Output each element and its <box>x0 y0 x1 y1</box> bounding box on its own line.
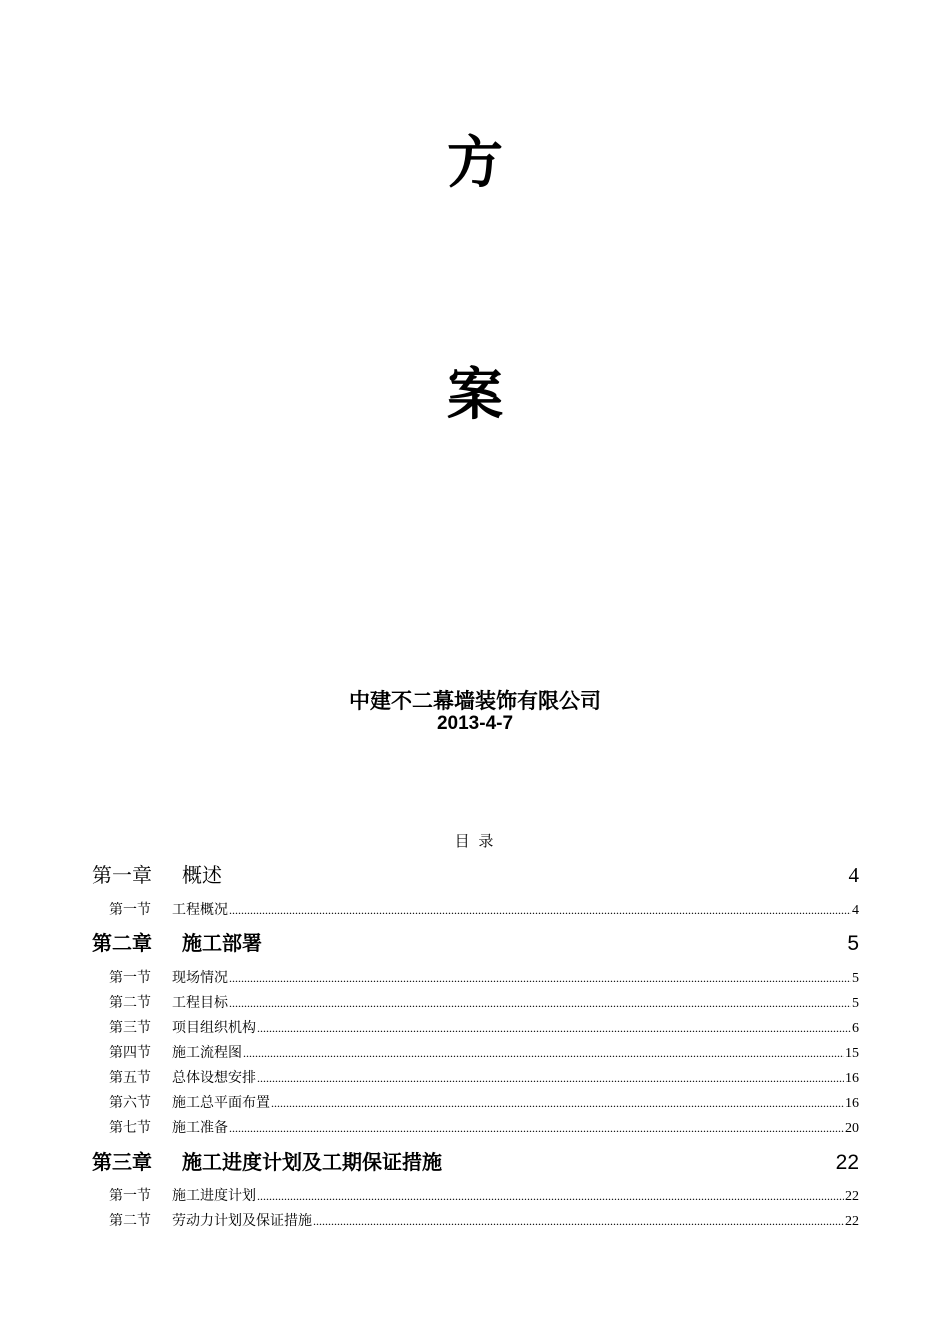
toc-section-number: 第五节 <box>109 1070 151 1086</box>
toc-page-number: 22 <box>835 1151 859 1174</box>
toc-section-title: 施工准备 <box>172 1120 228 1136</box>
toc-chapter-number: 第一章 <box>92 863 152 887</box>
toc-page-number: 5 <box>852 996 859 1011</box>
toc-page-number: 15 <box>845 1046 859 1061</box>
toc-page-number: 22 <box>845 1189 859 1204</box>
toc-section-number: 第七节 <box>109 1120 151 1136</box>
toc-section-title: 施工流程图 <box>172 1045 242 1061</box>
cover-title-char-2: 案 <box>447 363 503 428</box>
toc-page-number: 16 <box>845 1096 859 1111</box>
toc-section-number: 第一节 <box>109 1188 151 1204</box>
toc-section-title: 工程目标 <box>172 995 228 1011</box>
toc-chapter-title: 施工部署 <box>182 931 262 955</box>
toc-page-number: 6 <box>852 1021 859 1036</box>
toc-page-number: 20 <box>845 1121 859 1136</box>
toc-section-2-3[interactable] <box>109 1018 859 1039</box>
toc-section-title: 施工总平面布置 <box>172 1095 270 1111</box>
toc-section-number: 第一节 <box>109 902 151 918</box>
toc-section-1-1[interactable] <box>109 900 859 921</box>
toc-page-number: 4 <box>848 863 859 887</box>
toc-section-3-2[interactable] <box>109 1211 859 1232</box>
toc-section-2-4[interactable] <box>109 1043 859 1064</box>
company-name: 中建不二幕墙装饰有限公司 <box>349 689 601 713</box>
toc-section-number: 第三节 <box>109 1020 151 1036</box>
toc-section-title: 工程概况 <box>172 902 228 918</box>
toc-section-2-2[interactable] <box>109 993 859 1014</box>
toc-section-2-6[interactable] <box>109 1093 859 1114</box>
toc-section-title: 施工进度计划 <box>172 1188 256 1204</box>
toc-chapter-2[interactable] <box>92 929 859 958</box>
toc-dot-leader <box>257 1068 844 1088</box>
toc-chapter-title: 施工进度计划及工期保证措施 <box>182 1150 442 1174</box>
toc-section-number: 第四节 <box>109 1045 151 1061</box>
toc-section-title: 现场情况 <box>172 970 228 986</box>
toc-heading: 目 录 <box>454 832 496 850</box>
toc-page-number: 16 <box>845 1071 859 1086</box>
toc-section-title: 劳动力计划及保证措施 <box>172 1213 312 1229</box>
toc-page-number: 5 <box>847 932 859 955</box>
toc-section-number: 第六节 <box>109 1095 151 1111</box>
toc-page-number: 4 <box>852 903 859 918</box>
toc-section-title: 总体设想安排 <box>172 1070 256 1086</box>
toc-dot-leader <box>229 900 851 920</box>
toc-dot-leader <box>229 993 851 1013</box>
toc-dot-leader <box>257 1018 851 1038</box>
toc-dot-leader <box>229 1118 844 1138</box>
toc-page-number: 22 <box>845 1214 859 1229</box>
toc-section-2-7[interactable] <box>109 1118 859 1139</box>
toc-chapter-number: 第三章 <box>92 1150 152 1174</box>
toc-dot-leader <box>313 1211 844 1231</box>
toc-section-3-1[interactable] <box>109 1186 859 1207</box>
toc-section-title: 项目组织机构 <box>172 1020 256 1036</box>
toc-chapter-number: 第二章 <box>92 931 152 955</box>
toc-page-number: 5 <box>852 971 859 986</box>
toc-chapter-3[interactable] <box>92 1148 859 1177</box>
cover-title-char-1: 方 <box>447 131 503 196</box>
toc-chapter-title: 概述 <box>182 863 222 887</box>
toc-chapter-1[interactable] <box>92 861 859 889</box>
toc-dot-leader <box>271 1093 844 1113</box>
toc-section-2-5[interactable] <box>109 1068 859 1089</box>
document-date: 2013-4-7 <box>436 713 514 734</box>
toc-section-number: 第二节 <box>109 1213 151 1229</box>
toc-dot-leader <box>243 1043 844 1063</box>
toc-section-2-1[interactable] <box>109 968 859 989</box>
toc-section-number: 第二节 <box>109 995 151 1011</box>
toc-section-number: 第一节 <box>109 970 151 986</box>
toc-dot-leader <box>257 1186 844 1206</box>
toc-dot-leader <box>229 968 851 988</box>
